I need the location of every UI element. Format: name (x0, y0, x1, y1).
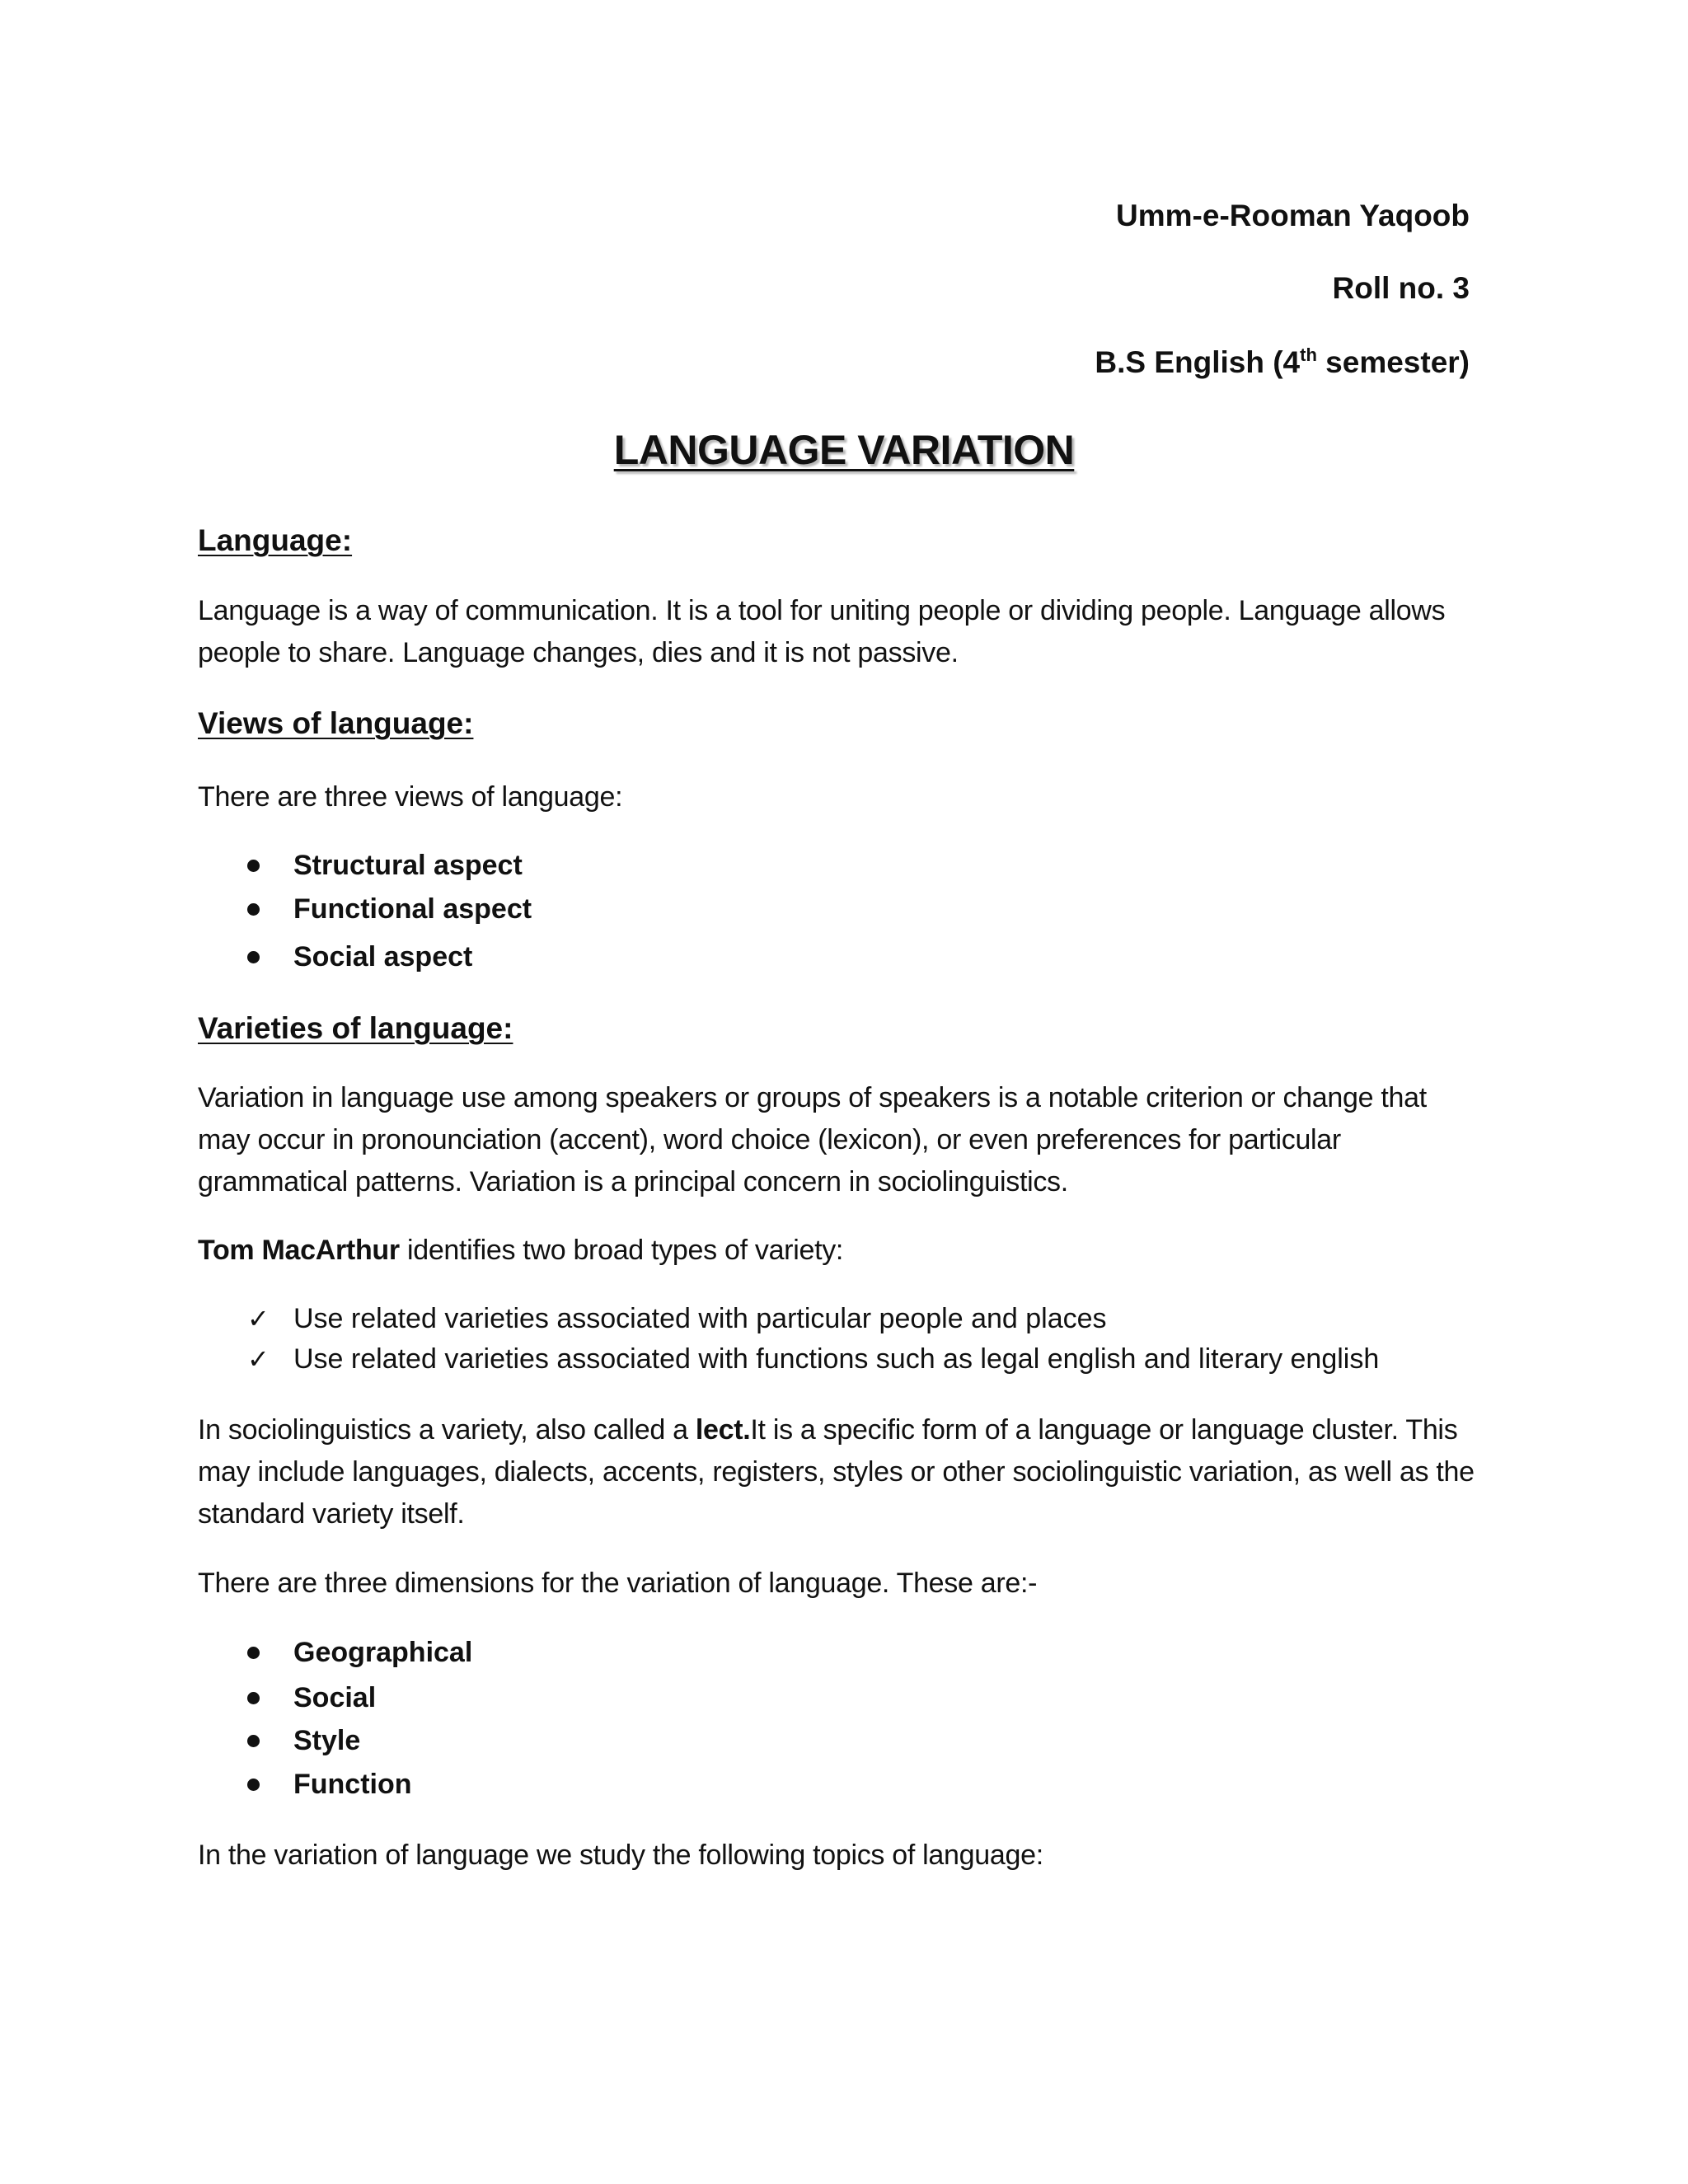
bullet-icon (247, 1779, 260, 1791)
lect-paragraph (198, 1409, 1484, 1535)
bullet-icon (247, 1692, 260, 1704)
checkmark-icon: ✓ (247, 1343, 270, 1375)
check-list-item (244, 1341, 1380, 1377)
paragraph-line: people to share. Language changes, dies and it is not passive. (198, 637, 959, 668)
macarthur-text: identifies two broad types of variety: (399, 1235, 844, 1266)
check-list-item (244, 1301, 1107, 1337)
views-intro: There are three views of language: (198, 781, 623, 813)
paragraph-line: may include languages, dialects, accents, registers, styles or other sociolinguistic variation, as well as the (198, 1456, 1475, 1488)
macarthur-paragraph (198, 1230, 1484, 1272)
bullet-icon (247, 951, 260, 963)
list-item (244, 847, 523, 883)
paragraph-line: grammatical patterns. Variation is a principal concern in sociolinguistics. (198, 1166, 1068, 1197)
heading-varieties: Varieties of language: (198, 1011, 513, 1045)
dimensions-intro: There are three dimensions for the variation of language. These are:- (198, 1568, 1038, 1599)
program-prefix: B.S English (4 (1095, 345, 1301, 379)
heading-language: Language: (198, 523, 353, 557)
list-item (244, 939, 473, 975)
paragraph-line: Language is a way of communication. It is a tool for uniting people or dividing people. Language allows (198, 595, 1446, 626)
list-item (244, 1722, 361, 1759)
bullet-icon (247, 860, 260, 872)
heading-views: Views of language: (198, 706, 474, 740)
program-superscript: th (1300, 344, 1317, 365)
page-title: LANGUAGE VARIATION (613, 427, 1075, 473)
list-item (244, 891, 532, 927)
author-name: Umm-e-Rooman Yaqoob (1116, 199, 1470, 232)
bullet-icon (247, 1735, 260, 1747)
varieties-paragraph (198, 1077, 1484, 1203)
check-item-text: Use related varieties associated with particular people and places (293, 1303, 1107, 1334)
checkmark-icon: ✓ (247, 1303, 270, 1334)
lect-text-a: In sociolinguistics a variety, also called a (198, 1414, 696, 1446)
list-item-text: Structural aspect (293, 850, 523, 881)
paragraph-line: standard variety itself. (198, 1498, 465, 1530)
list-item (244, 1680, 377, 1716)
paragraph-line: may occur in pronounciation (accent), word choice (lexicon), or even preferences for particular (198, 1124, 1341, 1155)
bullet-icon (247, 1647, 260, 1659)
roll-number: Roll no. 3 (1332, 271, 1470, 305)
paragraph-line (198, 1409, 1484, 1451)
bullet-icon (247, 903, 260, 916)
list-item-text: Style (293, 1725, 361, 1756)
list-item (244, 1766, 412, 1802)
program-suffix: semester) (1316, 345, 1470, 379)
list-item-text: Functional aspect (293, 893, 532, 925)
lect-text-b: It is a specific form of a language or language cluster. This (750, 1414, 1458, 1446)
list-item-text: Geographical (293, 1637, 473, 1668)
list-item-text: Social aspect (293, 941, 473, 972)
list-item (244, 1634, 473, 1671)
language-paragraph (198, 590, 1484, 674)
list-item-text: Social (293, 1682, 377, 1713)
paragraph-line: Variation in language use among speakers or groups of speakers is a notable criterion or change that (198, 1082, 1427, 1113)
program-line (1095, 344, 1470, 381)
closing-line: In the variation of language we study the following topics of language: (198, 1840, 1043, 1871)
lect-term: lect. (695, 1414, 751, 1446)
macarthur-name: Tom MacArthur (198, 1235, 400, 1266)
list-item-text: Function (293, 1769, 412, 1800)
check-item-text: Use related varieties associated with functions such as legal english and literary english (293, 1343, 1380, 1375)
